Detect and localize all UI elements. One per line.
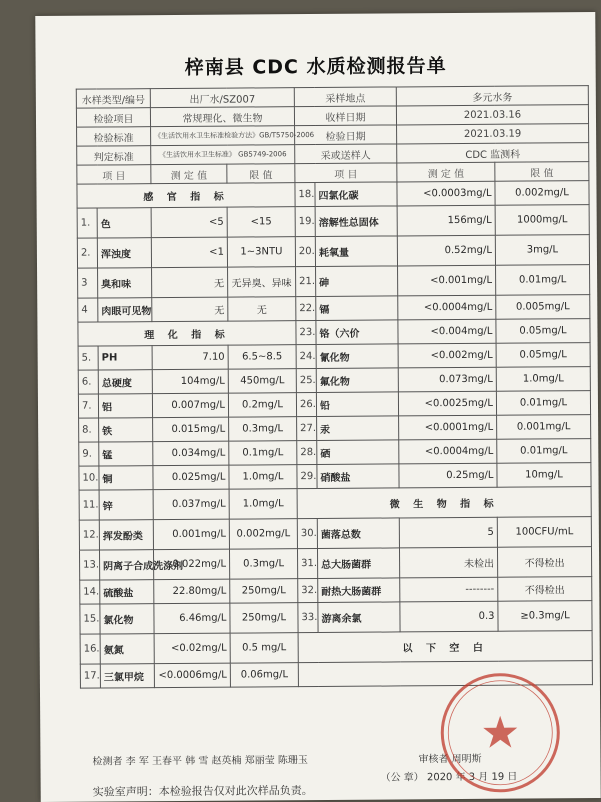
item-name: 浑浊度 bbox=[97, 238, 151, 268]
table-row bbox=[79, 517, 591, 551]
item-number: 24. bbox=[296, 345, 316, 369]
col-limit-left: 限 值 bbox=[227, 164, 295, 183]
item-name: 总大肠菌群 bbox=[317, 548, 399, 579]
limit-value: 0.01mg/L bbox=[496, 265, 590, 296]
limit-value: 1.0mg/L bbox=[229, 465, 297, 489]
limit-value: 0.2mg/L bbox=[228, 393, 296, 417]
item-number: 7. bbox=[78, 394, 98, 418]
limit-value: ≥0.3mg/L bbox=[498, 601, 592, 632]
measured-value: 未检出 bbox=[399, 547, 497, 578]
sampler-label: 采或送样人 bbox=[295, 144, 397, 164]
limit-value: 1.0mg/L bbox=[496, 367, 590, 392]
item-name: 铁 bbox=[99, 418, 153, 442]
item-name: 耗氧量 bbox=[315, 236, 397, 267]
limit-value: 无异臭、异味 bbox=[228, 267, 296, 297]
limit-value: 0.1mg/L bbox=[229, 441, 297, 465]
table-row bbox=[79, 463, 591, 491]
measured-value: <5 bbox=[151, 207, 227, 238]
item-number: 20. bbox=[295, 237, 315, 267]
item-name: 氨氮 bbox=[100, 634, 154, 664]
item-name: 锰 bbox=[99, 442, 153, 466]
seal-date: （公 章） 2020 年 3 月 19 日 bbox=[380, 771, 518, 784]
item-name: 臭和味 bbox=[98, 268, 152, 298]
std: 《生活饮用水卫生标准检验方法》GB/T5750-2006 bbox=[151, 126, 295, 146]
measured-value: 7.10 bbox=[152, 345, 228, 370]
item-name: 铬（六价 bbox=[316, 320, 398, 345]
item-name: PH bbox=[98, 346, 152, 370]
item-name: 硒 bbox=[317, 440, 399, 465]
limit-value: <15 bbox=[227, 207, 295, 237]
col-item-left: 项 目 bbox=[77, 165, 151, 185]
limit-value: 1000mg/L bbox=[495, 205, 589, 236]
measured-value: 0.037mg/L bbox=[153, 489, 229, 520]
item-number: 13. bbox=[79, 550, 99, 580]
item-name: 氟化物 bbox=[316, 368, 398, 393]
items: 常规理化、微生物 bbox=[150, 107, 294, 127]
item-name: 硫酸盐 bbox=[100, 580, 154, 604]
item-number: 10. bbox=[79, 466, 99, 490]
measured-value: <0.0006mg/L bbox=[154, 663, 230, 688]
item-name: 镉 bbox=[316, 296, 398, 321]
measured-value: <0.0001mg/L bbox=[399, 415, 497, 440]
table-row bbox=[79, 487, 591, 521]
measured-value: -------- bbox=[400, 577, 498, 602]
item-number: 8. bbox=[79, 418, 99, 442]
limit-value: 0.05mg/L bbox=[496, 319, 590, 344]
item-number: 27. bbox=[297, 417, 317, 441]
sample-site-label: 采样地点 bbox=[294, 87, 396, 107]
limit-value: 1~3NTU bbox=[227, 237, 295, 267]
official-seal-icon bbox=[435, 667, 566, 798]
item-number: 5. bbox=[78, 346, 98, 370]
item-name: 铝 bbox=[98, 394, 152, 418]
table-row bbox=[77, 205, 589, 239]
item-number: 11. bbox=[79, 490, 99, 520]
section-label-left: 理 化 指 标 bbox=[78, 321, 296, 347]
measured-value: 156mg/L bbox=[397, 205, 495, 236]
table-row bbox=[79, 415, 591, 443]
report-title: 梓南县 CDC 水质检测报告单 bbox=[184, 55, 447, 79]
measured-value: 无 bbox=[152, 297, 228, 322]
table-row bbox=[80, 577, 592, 605]
item-name: 氯化物 bbox=[100, 604, 154, 634]
item-number: 16. bbox=[80, 634, 100, 664]
item-name: 氰化物 bbox=[316, 344, 398, 369]
judge: 《生活饮用水卫生标准》 GB5749-2006 bbox=[151, 145, 295, 165]
limit-value: 无 bbox=[228, 297, 296, 321]
item-name: 溶解性总固体 bbox=[315, 206, 397, 237]
limit-value: 0.3mg/L bbox=[229, 549, 297, 579]
judge-label: 判定标准 bbox=[77, 146, 151, 166]
limit-value: 0.06mg/L bbox=[230, 663, 298, 687]
measured-value: <0.0003mg/L bbox=[397, 181, 495, 206]
measured-value: 无 bbox=[152, 267, 228, 298]
table-row bbox=[78, 367, 590, 395]
item-name: 锌 bbox=[99, 490, 153, 520]
item-name: 肉眼可见物 bbox=[98, 298, 152, 322]
sampler: CDC 监测科 bbox=[397, 143, 589, 163]
table-row bbox=[78, 265, 590, 299]
item-number: 33. bbox=[298, 603, 318, 633]
sample-site: 多元水务 bbox=[396, 86, 588, 106]
items-label: 检验项目 bbox=[76, 108, 150, 128]
item-number: 19. bbox=[295, 207, 315, 237]
item-number: 9. bbox=[79, 442, 99, 466]
test-date-label: 检验日期 bbox=[295, 125, 397, 145]
measured-value: 0.3 bbox=[400, 601, 498, 632]
std-label: 检验标准 bbox=[77, 127, 151, 147]
limit-value: 0.002mg/L bbox=[495, 181, 589, 206]
table-row bbox=[79, 439, 591, 467]
item-number: 22. bbox=[296, 297, 316, 321]
limit-value: 100CFU/mL bbox=[497, 517, 591, 548]
measured-value: 0.015mg/L bbox=[153, 417, 229, 442]
item-number: 4 bbox=[78, 298, 98, 322]
measured-value: 5 bbox=[399, 517, 497, 548]
item-name: 四氯化碳 bbox=[315, 182, 397, 207]
item-number: 28. bbox=[297, 441, 317, 465]
inspectors-line: 检测者 李 军 王春平 韩 雪 赵英楠 郑丽莹 陈珊玉 bbox=[92, 755, 308, 768]
item-number: 12. bbox=[79, 520, 99, 550]
item-number: 18. bbox=[295, 183, 315, 207]
item-number: 31. bbox=[297, 549, 317, 579]
measured-value: 0.034mg/L bbox=[153, 441, 229, 466]
measured-value: <0.0004mg/L bbox=[398, 295, 496, 320]
item-number: 29. bbox=[297, 465, 317, 489]
measured-value: 0.007mg/L bbox=[152, 393, 228, 418]
measured-value: <0.0004mg/L bbox=[399, 439, 497, 464]
item-number: 26. bbox=[296, 393, 316, 417]
receive-date: 2021.03.16 bbox=[396, 105, 588, 125]
reviewer-line: 审核者 周明斯 bbox=[418, 753, 482, 766]
report-paper bbox=[35, 12, 600, 802]
item-number: 25. bbox=[296, 369, 316, 393]
item-number: 30. bbox=[297, 519, 317, 549]
item-name: 色 bbox=[97, 208, 151, 238]
col-limit-right: 限 值 bbox=[495, 162, 589, 182]
limit-value: 0.3mg/L bbox=[229, 417, 297, 441]
item-name: 菌落总数 bbox=[317, 518, 399, 549]
measured-value: <0.02mg/L bbox=[154, 633, 230, 664]
item-name: 三氯甲烷 bbox=[100, 664, 154, 688]
table-row bbox=[78, 391, 590, 419]
item-name: 砷 bbox=[316, 266, 398, 297]
col-item-right: 项 目 bbox=[295, 163, 397, 183]
measured-value: <0.004mg/L bbox=[398, 319, 496, 344]
item-number: 23. bbox=[296, 321, 316, 345]
measured-value: 6.46mg/L bbox=[154, 603, 230, 634]
limit-value: 不得检出 bbox=[498, 577, 592, 602]
lab-statement: 实验室声明：本检验报告仅对此次样品负责。 bbox=[92, 784, 313, 799]
item-number: 6. bbox=[78, 370, 98, 394]
limit-value: 450mg/L bbox=[228, 369, 296, 393]
item-number: 2. bbox=[77, 238, 97, 268]
item-name: 铜 bbox=[99, 466, 153, 490]
measured-value: <0.0025mg/L bbox=[398, 391, 496, 416]
test-date: 2021.03.19 bbox=[397, 124, 589, 144]
limit-value: 0.002mg/L bbox=[229, 519, 297, 549]
limit-value: 0.01mg/L bbox=[497, 439, 591, 464]
limit-value: 3mg/L bbox=[495, 235, 589, 266]
item-number: 32. bbox=[298, 579, 318, 603]
item-name: 总硬度 bbox=[98, 370, 152, 394]
col-measured-left: 测 定 值 bbox=[151, 164, 227, 184]
item-name: 铅 bbox=[316, 392, 398, 417]
measured-value: <1 bbox=[151, 237, 227, 268]
measured-value: 0.52mg/L bbox=[397, 235, 495, 266]
measured-value: 104mg/L bbox=[152, 369, 228, 394]
measured-value: <0.001mg/L bbox=[398, 265, 496, 296]
report-table bbox=[76, 85, 593, 689]
limit-value: 0.01mg/L bbox=[496, 391, 590, 416]
table-row bbox=[80, 631, 592, 665]
measured-value: <0.002mg/L bbox=[398, 343, 496, 368]
section-label-left: 感 官 指 标 bbox=[77, 183, 295, 209]
limit-value: 0.05mg/L bbox=[496, 343, 590, 368]
limit-value: 1.0mg/L bbox=[229, 489, 297, 519]
measured-value: 0.25mg/L bbox=[399, 463, 497, 488]
item-name: 游离余氯 bbox=[318, 602, 400, 633]
limit-value: 不得检出 bbox=[497, 547, 591, 578]
receive-date-label: 收样日期 bbox=[294, 106, 396, 126]
limit-value: 10mg/L bbox=[497, 463, 591, 488]
item-name: 汞 bbox=[317, 416, 399, 441]
measured-value: 22.80mg/L bbox=[154, 579, 230, 604]
limit-value: 250mg/L bbox=[230, 579, 298, 603]
limit-value: 0.005mg/L bbox=[496, 295, 590, 320]
table-row bbox=[80, 601, 592, 635]
limit-value: 0.001mg/L bbox=[497, 415, 591, 440]
table-row bbox=[78, 319, 590, 347]
table-row bbox=[78, 343, 590, 371]
table-row bbox=[77, 235, 589, 269]
table-row bbox=[79, 547, 591, 581]
item-name: 耐热大肠菌群 bbox=[318, 578, 400, 603]
measured-value: 0.073mg/L bbox=[398, 367, 496, 392]
item-name: 硝酸盐 bbox=[317, 464, 399, 489]
item-number: 3 bbox=[78, 268, 98, 298]
limit-value: 250mg/L bbox=[230, 603, 298, 633]
table-row bbox=[78, 295, 590, 323]
item-number: 1. bbox=[77, 208, 97, 238]
item-number: 17. bbox=[80, 664, 100, 688]
measured-value: 0.025mg/L bbox=[153, 465, 229, 490]
section-label-right: 微 生 物 指 标 bbox=[297, 487, 591, 519]
sample-type-label: 水样类型/编号 bbox=[76, 89, 150, 109]
item-name: 阴离子合成洗涤剂 bbox=[99, 550, 153, 580]
sample-type: 出厂水/SZ007 bbox=[150, 88, 294, 108]
section-label-right: 以 下 空 白 bbox=[298, 631, 592, 663]
table-row bbox=[77, 181, 589, 209]
item-number: 21. bbox=[296, 267, 316, 297]
item-number: 14. bbox=[80, 580, 100, 604]
limit-value: 6.5~8.5 bbox=[228, 345, 296, 369]
measured-value: 0.022mg/L bbox=[153, 549, 229, 580]
limit-value: 0.5 mg/L bbox=[230, 633, 298, 663]
item-name: 挥发酚类 bbox=[99, 520, 153, 550]
col-measured-right: 测 定 值 bbox=[397, 162, 495, 182]
item-number: 15. bbox=[80, 604, 100, 634]
measured-value: 0.001mg/L bbox=[153, 519, 229, 550]
